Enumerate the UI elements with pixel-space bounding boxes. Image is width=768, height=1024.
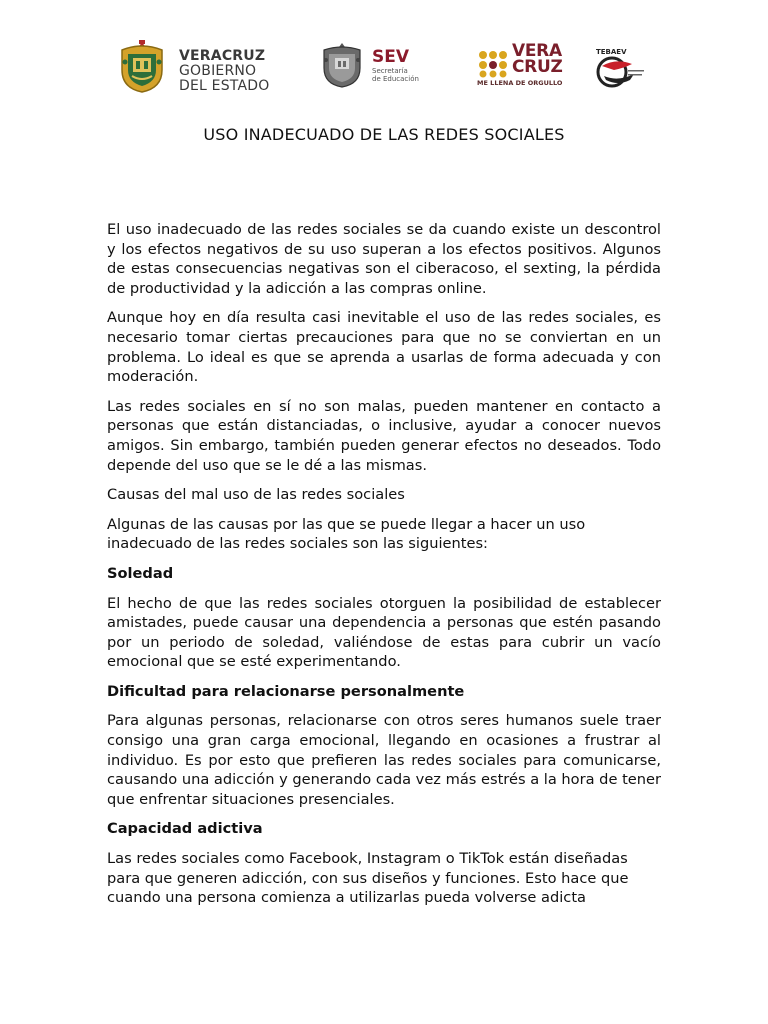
subheading-capacidad-adictiva: Capacidad adictiva <box>107 820 263 838</box>
tebaev-logo <box>590 38 650 98</box>
vc-logo-line2: CRUZ <box>512 57 563 77</box>
sev-logo-line1: Secretaría <box>372 67 408 75</box>
vc-logo-line1: VERA <box>512 41 562 61</box>
veracruz-logo-line3: DEL ESTADO <box>179 78 270 94</box>
veracruz-coat-of-arms-icon <box>116 40 168 94</box>
subheading-dificultad: Dificultad para relacionarse personalmente <box>107 682 465 700</box>
veracruz-logo-line1: VERACRUZ <box>179 48 266 64</box>
tebaev-emblem-icon <box>594 56 646 88</box>
section-intro-heading: Causas del mal uso de las redes sociales <box>107 486 405 504</box>
veracruz-logo-line2: GOBIERNO <box>179 63 257 79</box>
sev-logo-line2: de Educación <box>372 75 419 83</box>
body-paragraph: Las redes sociales como Facebook, Instagram o TikTok están diseñadas para que generen adicción, con sus diseños y funciones. Esto hace que cuando una persona comienza a utilizarlas pueda volverse adicta <box>107 850 629 907</box>
veracruz-logo-text <box>179 49 269 94</box>
veracruz-government-logo <box>112 38 282 98</box>
sev-seal-icon <box>320 42 364 88</box>
body-paragraph: Algunas de las causas por las que se puede llegar a hacer un uso inadecuado de las redes sociales son las siguientes: <box>107 515 586 553</box>
body-paragraph: Aunque hoy en día resulta casi inevitable el uso de las redes sociales, es necesario tomar ciertas precauciones para que no se conviertan en un problema. Lo ideal es que se aprenda a usarlas de forma adecuada y con moderación. <box>107 309 661 386</box>
veracruz-me-llena-de-orgullo-logo <box>476 38 576 98</box>
body-paragraph: El hecho de que las redes sociales otorguen la posibilidad de establecer amistades, puede causar una dependencia a personas que estén pasando por un periodo de soledad, valiéndose de estas para cubrir un vacío emocional que se esté experimentando. <box>107 594 661 671</box>
body-paragraph: Las redes sociales en sí no son malas, pueden mantener en contacto a personas que están distanciadas, o inclusive, ayudar a conocer nuevos amigos. Sin embargo, también pueden generar efectos no deseados. Todo depende del uso que se le dé a las mismas. <box>107 397 661 474</box>
body-paragraph: El uso inadecuado de las redes sociales se da cuando existe un descontrol y los efectos negativos de su uso superan a los efectos positivos. Algunos de estas consecuencias negativas son el ciberacoso, el sexting, la pérdida de productividad y la adicción a las compras online. <box>107 221 661 297</box>
vc-logo-word <box>512 43 563 75</box>
subheading-soledad: Soledad <box>107 564 174 582</box>
sev-logo-abbr: SEV <box>372 47 410 67</box>
sev-logo-subtitle <box>372 67 419 83</box>
header-logos <box>112 38 652 98</box>
tebaev-logo-name: TEBAEV <box>596 48 627 56</box>
body-paragraph: Para algunas personas, relacionarse con otros seres humanos suele traer consigo una gran carga emocional, llegando en ocasiones a frustrar al individuo. Es por esto que prefieren las redes sociales para comunicarse, causando una adicción y generando cada vez más estrés a la hora de tener que enfrentar situaciones presenciales. <box>107 712 661 808</box>
veracruz-pattern-mark-icon <box>476 48 510 78</box>
sev-logo <box>320 38 460 98</box>
document-body <box>107 220 661 918</box>
vc-logo-slogan: ME LLENA DE ORGULLO <box>477 79 563 87</box>
document-title: USO INADECUADO DE LAS REDES SOCIALES <box>203 125 565 144</box>
